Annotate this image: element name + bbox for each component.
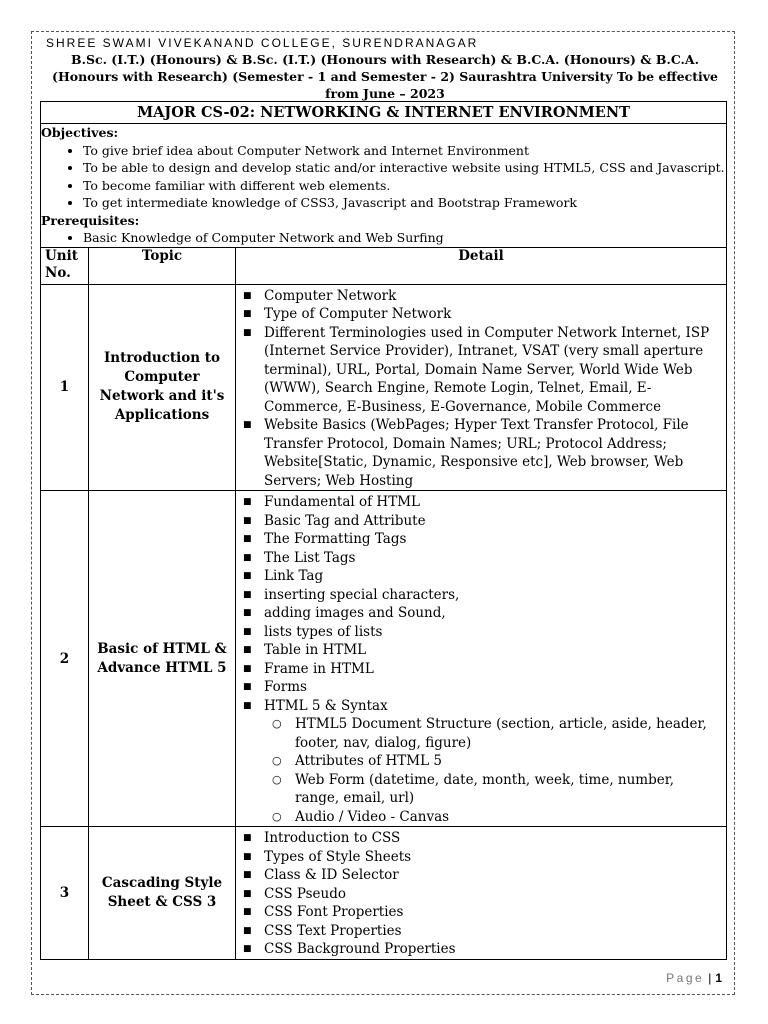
square-bullet-icon: ■ [243,534,252,544]
square-bullet-icon: ■ [243,552,252,563]
square-bullet-icon: ■ [243,309,252,319]
list-item: ■ lists types of lists [243,623,383,640]
square-bullet-icon: ■ [243,925,252,936]
square-bullet-icon: ■ [243,851,252,862]
square-bullet-icon: ■ [243,420,252,430]
list-item: ■ Type of Computer Network [243,306,452,322]
objective-item: • To give brief idea about Computer Network and Internet Environment [83,142,726,160]
unit-number: 3 [41,827,89,960]
program-description: B.Sc. (I.T.) (Honours) & B.Sc. (I.T.) (Honours with Research) & B.C.A. (Honours) & B.C.A. (Honours with Research) (Semester - 1 and Semester - 2) Saurashtra University To be effective from June – 2023 [52,52,718,101]
square-bullet-icon: ■ [243,682,252,692]
circle-bullet-icon: ○ [272,717,282,730]
header-unit-no: Unit No. [41,247,89,284]
header-topic: Topic [89,247,236,284]
prerequisites-label: Prerequisites: [41,212,140,228]
unit-number: 2 [41,491,89,827]
unit-details [236,284,727,491]
list-item: ■ Link Tag [243,568,324,584]
list-item: ■ CSS Pseudo [243,885,346,902]
unit-details [236,827,727,960]
page-label: Page [666,971,705,985]
objectives-label: Objectives: [41,125,119,140]
list-item: ○ Web Form (datetime, date, month, week, time, number, range, email, url) [272,771,674,806]
square-bullet-icon: ■ [243,608,252,618]
list-item: ■ Website Basics (WebPages; Hyper Text Transfer Protocol, File Transfer Protocol, Domain Names; URL; Protocol Address; Website[Static, Dynamic, Responsive etc], Web browser, Web Servers; Web Hosting [243,417,689,489]
square-bullet-icon: ■ [243,663,252,674]
list-item: ■ Introduction to CSS [243,830,401,846]
list-item: ■ Forms [243,679,307,695]
list-item: ■ Types of Style Sheets [243,848,412,865]
list-item: ■ Fundamental of HTML [243,494,420,510]
unit-number: 1 [41,284,89,491]
document-header [40,36,730,102]
objective-item: • To get intermediate knowledge of CSS3, Javascript and Bootstrap Framework [83,194,726,212]
square-bullet-icon: ■ [243,290,252,301]
list-item: ■ inserting special characters, [243,586,460,603]
square-bullet-icon: ■ [243,870,252,880]
circle-bullet-icon: ○ [272,754,282,767]
square-bullet-icon: ■ [243,626,252,637]
page-number: 1 [715,971,722,985]
list-item: ■ Computer Network [243,287,397,304]
page-footer [666,971,722,985]
list-item: ■ Table in HTML [243,642,367,658]
objectives-section [41,124,727,248]
square-bullet-icon: ■ [243,589,252,600]
list-item: ■ The List Tags [243,549,356,566]
list-item: ■ Frame in HTML [243,660,374,677]
unit-topic: Introduction to Computer Network and it's Applications [89,284,236,491]
unit-details [236,491,727,827]
course-title: MAJOR CS-02: NETWORKING & INTERNET ENVIRONMENT [41,102,727,124]
list-item: ■ adding images and Sound, [243,605,446,621]
list-item: ■ Class & ID Selector [243,867,399,883]
html5-sublist [264,715,722,826]
unit-topic: Cascading Style Sheet & CSS 3 [89,827,236,960]
objective-item: • To become familiar with different web elements. [83,177,726,195]
objective-item: • To be able to design and develop static and/or interactive website using HTML5, CSS and Javascript. [83,159,726,177]
list-item: ○ HTML5 Document Structure (section, article, aside, header, footer, nav, dialog, figure) [272,716,707,751]
circle-bullet-icon: ○ [272,809,282,823]
list-item: ■ Basic Tag and Attribute [243,512,426,529]
square-bullet-icon: ■ [243,645,252,655]
list-item: ■ CSS Font Properties [243,904,404,920]
objectives-list [41,142,726,212]
prerequisites-list [41,229,726,247]
square-bullet-icon: ■ [243,497,252,507]
college-name: SHREE SWAMI VIVEKANAND COLLEGE, SURENDRANAGAR [46,36,479,50]
list-item: ○ Audio / Video - Canvas [272,808,450,825]
circle-bullet-icon: ○ [272,772,282,786]
square-bullet-icon: ■ [243,944,252,954]
square-bullet-icon: ■ [243,515,252,526]
square-bullet-icon: ■ [243,700,252,711]
square-bullet-icon: ■ [243,888,252,899]
table-row [41,284,727,491]
list-item: ■ CSS Text Properties [243,922,402,939]
page-separator: | [708,971,712,985]
header-detail: Detail [236,247,727,284]
list-item: ■ The Formatting Tags [243,531,407,547]
unit-topic: Basic of HTML & Advance HTML 5 [89,491,236,827]
square-bullet-icon: ■ [243,833,252,843]
list-item: ■ CSS Background Properties [243,941,456,957]
syllabus-table [40,101,727,960]
square-bullet-icon: ■ [243,571,252,581]
square-bullet-icon: ■ [243,907,252,917]
list-item: ○ Attributes of HTML 5 [272,753,442,769]
square-bullet-icon: ■ [243,327,252,338]
list-item: ■ Different Terminologies used in Computer Network Internet, ISP (Internet Service Provider), Intranet, VSAT (very small aperture terminal), URL, Portal, Domain Name Server, World Wide Web (WWW), Search Engine, Remote Login, Telnet, Email, E-Commerce, E-Business, E-Governance, Mobile Commerce [243,324,710,415]
table-row [41,491,727,827]
prerequisite-item: • Basic Knowledge of Computer Network and Web Surfing [83,229,726,247]
list-item: ■ HTML 5 & Syntax ○ HTML5 Document Structure (section, article, aside, header, footer, nav, dialog, figure) ○ Attributes of HTML 5 ○ Web Form (datetime, date, month, week, time, number, range, email, url) ○ Audio / Video - Canvas [264,697,722,827]
table-row [41,827,727,960]
